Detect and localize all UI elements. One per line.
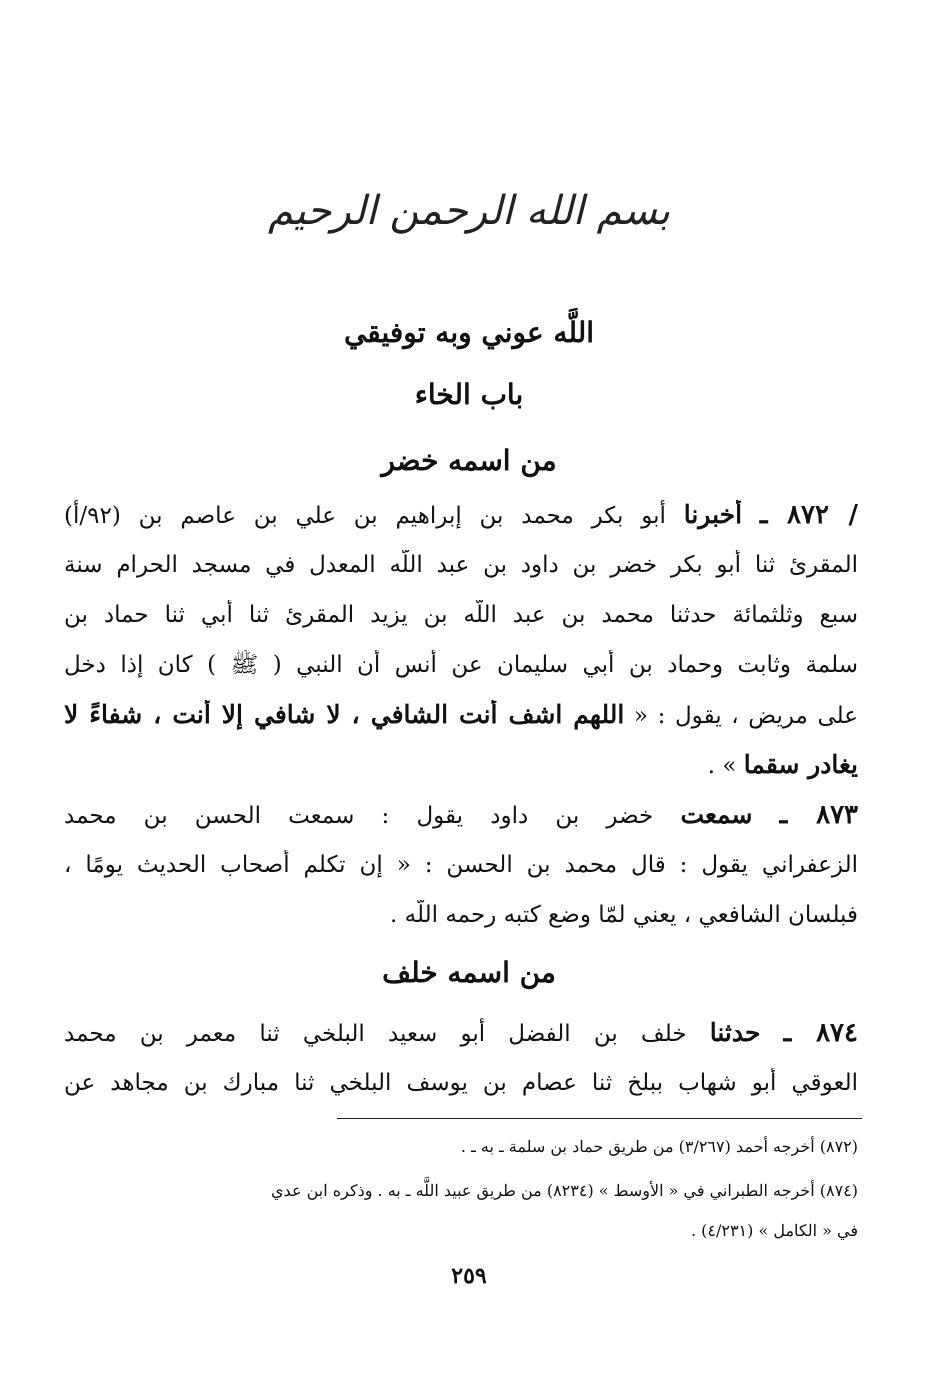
hadith-873-text: خضر بن داود يقول : سمعت الحسن بن محمد — [64, 803, 654, 829]
hadith-872-line-4: سلمة وثابت وحماد بن أبي سليمان عن أنس أن النبي ( ﷺ ) كان إذا دخل — [64, 652, 858, 678]
section-heading-khalaf: من اسمه خلف — [382, 956, 556, 989]
hadith-873-keyword: سمعت — [680, 800, 753, 829]
hadith-874-number: ٨٧٤ ـ — [783, 1018, 858, 1048]
hadith-873-number: ٨٧٣ ـ — [779, 800, 858, 830]
chapter-heading: باب الخاء — [414, 378, 524, 411]
hadith-872-text: أبو بكر محمد بن إبراهيم بن علي بن عاصم بن (٩٢/أ) — [64, 503, 666, 529]
basmala-calligraphy: بسم الله الرحمن الرحيم — [267, 188, 671, 234]
hadith-874-line-2: العوقي أبو شهاب ببلخ ثنا عصام بن يوسف البلخي ثنا مبارك بن مجاهد عن — [64, 1070, 858, 1096]
hadith-873-line-1 — [64, 800, 858, 831]
footnote-874-line-1: (٨٧٤) أخرجه الطبراني في « الأوسط » (٨٢٣٤) من طريق عبيد اللَّه ـ به . وذكره ابن عدي — [271, 1181, 858, 1200]
page-number: ٢٥٩ — [451, 1263, 487, 1289]
hadith-874-text: خلف بن الفضل أبو سعيد البلخي ثنا معمر بن محمد — [64, 1021, 687, 1047]
section-heading-khidr: من اسمه خضر — [381, 444, 557, 477]
hadith-874-line-1 — [64, 1018, 858, 1049]
hadith-872-line-1 — [64, 500, 858, 531]
hadith-873-line-3: فبلسان الشافعي ، يعني لمّا وضع كتبه رحمه اللَّه . — [390, 902, 858, 928]
hadith-873-line-2: الزعفراني يقول : قال محمد بن الحسن : « إن تكلم أصحاب الحديث يومًا ، — [64, 852, 858, 878]
hadith-872-line-3: سبع وثلثمائة حدثنا محمد بن عبد اللَّه بن يزيد المقرئ ثنا أبي ثنا حماد بن — [64, 602, 858, 628]
footnote-872: (٨٧٢) أخرجه أحمد (٣/٢٦٧) من طريق حماد بن سلمة ـ به ـ . — [460, 1137, 858, 1156]
hadith-872-supplication-end: يغادر سقما — [743, 750, 858, 779]
footnote-874-line-2: في « الكامل » (٤/٢٣١) . — [690, 1221, 858, 1240]
hadith-874-keyword: حدثنا — [709, 1018, 761, 1047]
hadith-872-text-end: » . — [707, 753, 737, 779]
hadith-872-supplication: اللهم اشف أنت الشافي ، لا شافي إلا أنت ، شفاءً لا — [64, 700, 625, 729]
hadith-872-text: على مريض ، يقول : « — [633, 703, 858, 729]
invocation-heading: اللَّه عوني وبه توفيقي — [343, 316, 595, 349]
hadith-872-keyword: أخبرنا — [683, 500, 743, 529]
footnote-divider — [337, 1118, 862, 1119]
hadith-872-number: / ٨٧٢ ـ — [759, 500, 858, 530]
hadith-872-line-6 — [64, 750, 858, 781]
hadith-872-line-5 — [64, 700, 858, 731]
hadith-872-line-2: المقرئ ثنا أبو بكر خضر بن داود بن عبد اللَّه المعدل في مسجد الحرام سنة — [64, 552, 858, 578]
